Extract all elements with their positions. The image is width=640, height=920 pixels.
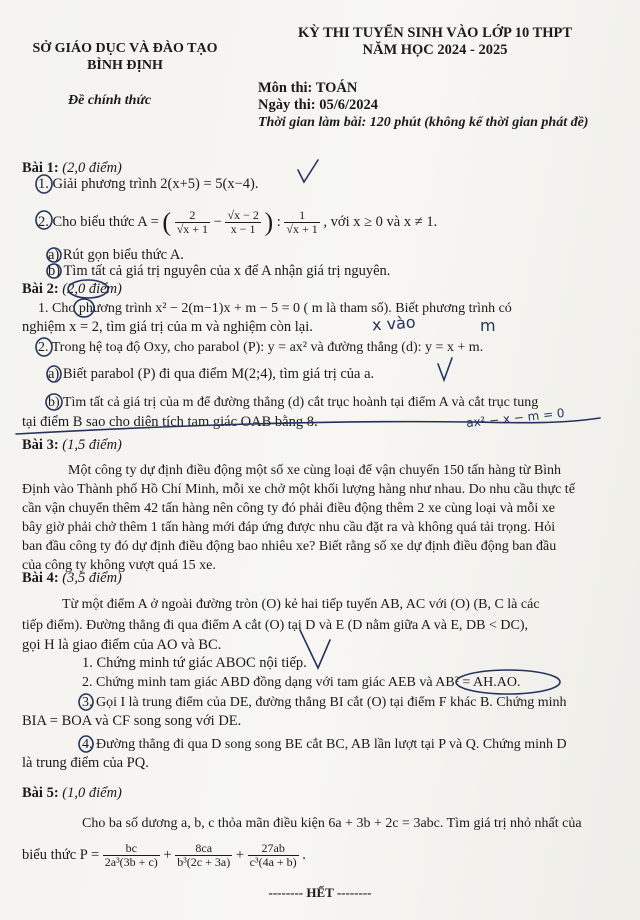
bai4-question-2: 2. Chứng minh tam giác ABD đồng dạng với tam giác AEB và AB² = AH.AO. <box>82 675 521 690</box>
bai4-heading <box>22 570 122 587</box>
bai4-question-3-line-1: 3. Gọi I là trung điểm của DE, đường thẳng BI cắt (O) tại điểm F khác B. Chứng minh <box>82 695 567 710</box>
bai2-part-a: a) Biết parabol (P) đi qua điểm M(2;4), tìm giá trị của a. <box>48 366 375 382</box>
bai4-line-3: gọi H là giao điểm của AO và BC. <box>22 637 222 653</box>
bai2-question-1-line-2: nghiệm x = 2, tìm giá trị của m và nghiệm còn lại. <box>22 319 313 335</box>
bai5-f2-num: 8ca <box>175 842 232 856</box>
bai3-line-3: cần vận chuyển thêm 42 tấn hàng nên công ty đó phải điều động thêm 2 xe cùng loại và mỗi xe <box>22 501 556 516</box>
bai1-heading <box>22 160 122 177</box>
bai1-f3-den: √x + 1 <box>286 222 318 237</box>
bai1-fraction-2 <box>225 209 260 236</box>
bai5-f1-den: 2a³(3b + c) <box>104 855 158 870</box>
bai4-line-1: Từ một điểm A ở ngoài đường tròn (O) kẻ hai tiếp tuyến AB, AC với (O) (B, C là các <box>62 597 540 612</box>
bai2-part-b-line-2: tại điểm B sao cho diện tích tam giác OAB bằng 8. <box>22 414 318 430</box>
handwritten-note-m: m <box>480 316 496 335</box>
bai5-fraction-1 <box>103 842 160 869</box>
bai1-q2-condition: , với x ≥ 0 và x ≠ 1. <box>323 214 438 230</box>
bai4-points: (3,5 điểm) <box>62 570 122 586</box>
bai4-question-1: 1. Chứng minh tứ giác ABOC nội tiếp. <box>82 655 307 671</box>
bai5-f2-den: b³(2c + 3a) <box>177 855 231 870</box>
bai1-q2-prefix: 2. Cho biểu thức A = <box>38 214 159 230</box>
bai4-title: Bài 4: <box>22 570 59 586</box>
handwritten-note-equation: ax² − x − m = 0 <box>465 405 566 431</box>
end-marker: -------- HẾT -------- <box>268 885 372 900</box>
bai5-f3-num: 27ab <box>248 842 299 856</box>
bai3-title: Bài 3: <box>22 437 59 453</box>
bai5-expr-prefix: biểu thức P = <box>22 847 100 863</box>
official-exam-label: Đề chính thức <box>68 93 152 108</box>
bai3-line-6: của công ty không vượt quá 15 xe. <box>22 558 216 573</box>
subject-label: Môn thi: TOÁN <box>258 80 358 96</box>
exam-date: Ngày thi: 05/6/2024 <box>258 97 379 113</box>
bai3-heading <box>22 437 122 454</box>
school-year: NĂM HỌC 2024 - 2025 <box>362 42 508 58</box>
bai2-points: (2,0 điểm) <box>62 281 122 297</box>
bai2-question-2: 2. Trong hệ toạ độ Oxy, cho parabol (P): y = ax² và đường thẳng (d): y = x + m. <box>38 340 484 355</box>
bai1-question-1: 1. Giải phương trình 2(x+5) = 5(x−4). <box>38 176 259 192</box>
bai1-part-a: a) Rút gọn biểu thức A. <box>48 247 184 263</box>
bai5-plus-1: + <box>163 847 172 863</box>
province-name: BÌNH ĐỊNH <box>87 58 163 73</box>
bai1-title: Bài 1: <box>22 160 59 176</box>
bai1-f1-num: 2 <box>175 209 210 223</box>
bai5-line-1: Cho ba số dương a, b, c thỏa mãn điều kiện 6a + 3b + 2c = 3abc. Tìm giá trị nhỏ nhất của <box>82 816 582 831</box>
bai3-line-5: ban đầu công ty đó dự định điều động bao nhiêu xe? Biết rằng số xe dự định điều động ban đầu <box>22 539 557 554</box>
bai3-points: (1,5 điểm) <box>62 437 122 453</box>
bai5-fraction-2 <box>175 842 232 869</box>
bai1-f2-num: √x − 2 <box>227 208 259 223</box>
exam-title: KỲ THI TUYỂN SINH VÀO LỚP 10 THPT <box>297 25 573 41</box>
bai5-fraction-3 <box>248 842 299 869</box>
handwritten-note-x-vao: x vào <box>371 312 417 335</box>
bai3-line-1: Một công ty dự định điều động một số xe cùng loại để vận chuyển 150 tấn hàng từ Bình <box>68 463 562 478</box>
bai5-heading <box>22 785 122 802</box>
bai4-question-4-line-1: 4. Đường thẳng đi qua D song song BE cắt BC, AB lần lượt tại P và Q. Chứng minh D <box>82 737 567 752</box>
bai1-fraction-1 <box>175 209 210 236</box>
bai2-part-b-line-1: b) Tìm tất cả giá trị của m để đường thẳng (d) cắt trục hoành tại điểm A và cắt trục tung <box>48 395 539 410</box>
exam-duration: Thời gian làm bài: 120 phút (không kể thời gian phát đề) <box>258 115 589 130</box>
bai5-f1-num: bc <box>103 842 160 856</box>
bai1-part-b: b) Tìm tất cả giá trị nguyên của x để A nhận giá trị nguyên. <box>48 263 391 279</box>
bai5-expression <box>22 836 306 874</box>
bai1-f2-den: x − 1 <box>230 222 256 237</box>
bai5-end-dot: . <box>302 847 306 863</box>
bai4-question-4-line-2: là trung điểm của PQ. <box>22 755 149 771</box>
bai4-question-3-line-2: BIA = BOA và CF song song với DE. <box>22 713 242 729</box>
check-mark-bai2a <box>438 358 452 380</box>
bai1-points: (2,0 điểm) <box>62 160 122 176</box>
department-name: SỞ GIÁO DỤC VÀ ĐÀO TẠO <box>32 41 218 56</box>
bai4-line-2: tiếp điểm). Đường thẳng đi qua điểm A cắt (O) tại D và E (D nằm giữa A và E, DB < DC), <box>22 618 528 633</box>
bai5-title: Bài 5: <box>22 785 59 801</box>
bai1-f3-num: 1 <box>284 209 319 223</box>
bai2-question-1-line-1: 1. Cho phương trình x² − 2(m−1)x + m − 5 = 0 ( m là tham số). Biết phương trình có <box>38 301 512 316</box>
bai1-question-2: 2. Cho biểu thức A = ( $\frac{2}{√x + 1}$ − $\frac{√x - 2}{x - 1}$ ) : $\frac{1}{√x + 1}$ , với x ≥ 0 và x ≠ 1. <box>38 207 438 237</box>
bai5-points: (1,0 điểm) <box>62 785 122 801</box>
bai1-f1-den: √x + 1 <box>176 222 209 237</box>
bai2-heading <box>22 281 122 298</box>
check-mark-bai1 <box>298 160 318 182</box>
bai5-plus-2: + <box>235 847 245 863</box>
bai3-line-4: bây giờ phải chở thêm 1 tấn hàng mới đáp ứng được nhu cầu đặt ra và không quá tải trọng. Hỏi <box>22 520 556 535</box>
bai3-line-2: Định vào Thành phố Hồ Chí Minh, mỗi xe chở một khối lượng hàng như nhau. Do nhu cầu thực tế <box>22 482 575 497</box>
bai5-f3-den: c³(4a + b) <box>249 855 297 870</box>
bai1-fraction-3 <box>284 209 319 236</box>
bai2-title: Bài 2: <box>22 281 59 297</box>
